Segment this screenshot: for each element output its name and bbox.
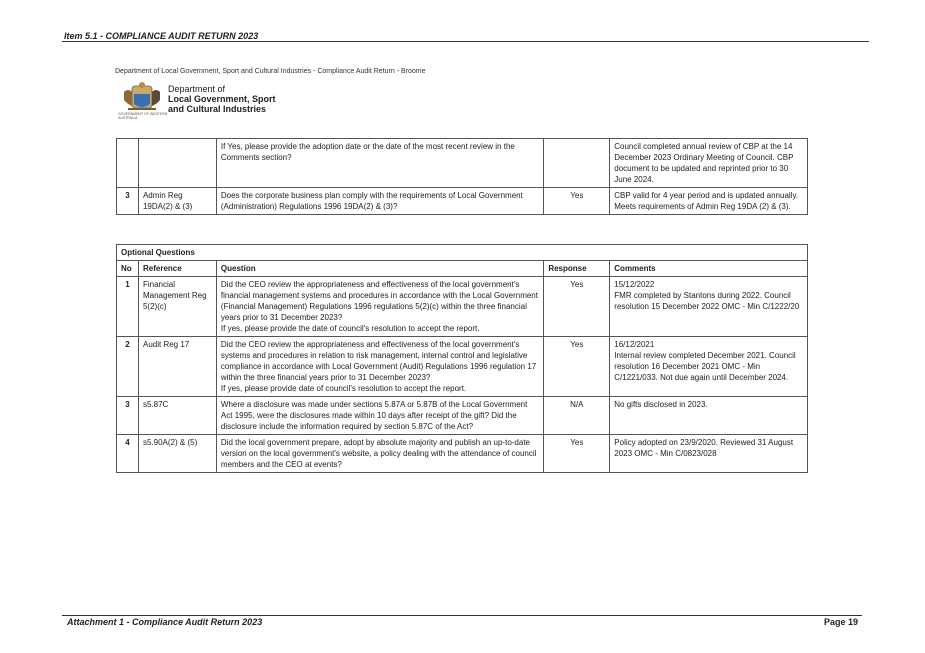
row-question: If Yes, please provide the adoption date or the date of the most recent review in the Comments section? [216,139,543,188]
row-reference: Admin Reg 19DA(2) & (3) [138,188,216,215]
table-title-row [117,245,808,261]
col-header-no: No [117,261,139,277]
row-response: Yes [544,435,610,473]
row-number: 3 [117,188,139,215]
row-question: Does the corporate business plan comply with the requirements of Local Government (Administration) Regulations 1996 19DA(2) & (3)? [216,188,543,215]
row-response: N/A [544,397,610,435]
department-logo-text [168,84,276,114]
table-row [117,188,808,215]
comment-detail: FMR completed by Stantons during 2022. Council resolution 15 December 2022 OMC - Min C/1222/20 [614,291,800,311]
question-followup: If yes, please provide the date of council's resolution to accept the report. [220,324,480,333]
comment-date: 16/12/2021 [614,340,655,349]
header-divider [62,41,869,42]
col-header-comments: Comments [610,261,808,277]
compliance-table-continued [116,138,808,215]
table-row [117,139,808,188]
row-reference: s5.87C [138,397,216,435]
comment-date: 15/12/2022 [614,280,655,289]
col-header-response: Response [544,261,610,277]
page-number: Page 19 [823,617,858,627]
table-row [117,337,808,397]
row-response: Yes [544,277,610,337]
logo-government-caption: GOVERNMENT OF WESTERN AUSTRALIA [118,112,168,120]
row-comments: Policy adopted on 23/9/2020. Reviewed 31 August 2023 OMC - Min C/0823/028 [610,435,808,473]
row-comments: No gifts disclosed in 2023. [610,397,808,435]
row-response [544,139,610,188]
footer-divider [62,615,862,616]
comment-detail: Internal review completed December 2021. Council resolution 16 December 2021 OMC - Min C/1221/033. Not due again until December 2024. [614,351,796,382]
col-header-reference: Reference [138,261,216,277]
row-comments: Council completed annual review of CBP at the 14 December 2023 Ordinary Meeting of Council. CBP document to be updated and reprinted prior to 30 June 2024. [610,139,808,188]
row-question [216,337,543,397]
col-header-question: Question [216,261,543,277]
page-header-title: Item 5.1 - COMPLIANCE AUDIT RETURN 2023 [64,31,259,41]
row-number [117,139,139,188]
row-response: Yes [544,337,610,397]
question-followup: If yes, please provide date of council's resolution to accept the report. [220,384,467,393]
row-reference: Audit Reg 17 [138,337,216,397]
logo-line-3: and Cultural Industries [168,104,267,114]
row-question: Did the local government prepare, adopt by absolute majority and publish an up-to-date version on the local government's website, a policy dealing with the attendance of council members and the CEO at events? [216,435,543,473]
row-response: Yes [544,188,610,215]
row-number: 2 [117,337,139,397]
question-text: Did the CEO review the appropriateness and effectiveness of the local government's financial management systems and procedures in accordance with the Local Government (Financial Management) Regulations 1996 regulations 5(2)(c) within the three financial years prior to 31 December 2023? [220,280,538,322]
table-header-row [117,261,808,277]
row-reference [138,139,216,188]
row-number: 3 [117,397,139,435]
row-comments [610,337,808,397]
logo-line-1: Department of [168,84,226,94]
row-question: Where a disclosure was made under sections 5.87A or 5.87B of the Local Government Act 1995, were the disclosures made within 10 days after receipt of the gift? Did the disclosure include the information required by section 5.87C of the Act? [216,397,543,435]
row-comments: CBP valid for 4 year period and is updated annually. Meets requirements of Admin Reg 19DA (2) & (3). [610,188,808,215]
footer-attachment-label: Attachment 1 - Compliance Audit Return 2023 [67,617,263,627]
optional-questions-table [116,244,808,473]
table-row [117,397,808,435]
table-title: Optional Questions [117,245,808,261]
row-reference: Financial Management Reg 5(2)(c) [138,277,216,337]
table-row [117,435,808,473]
department-subtitle: Department of Local Government, Sport and Cultural Industries - Compliance Audit Return - Broome [115,68,426,75]
row-question [216,277,543,337]
logo-line-2: Local Government, Sport [168,94,276,104]
row-number: 1 [117,277,139,337]
row-comments [610,277,808,337]
row-number: 4 [117,435,139,473]
question-text: Did the CEO review the appropriateness and effectiveness of the local government's systems and procedures in relation to risk management, internal control and legislative compliance in accordance with Local Government (Audit) Regulations 1996 regulation 17 within the three financial years prior to 31 December 2023? [220,340,537,382]
row-reference: s5.90A(2) & (5) [138,435,216,473]
table-row [117,277,808,337]
